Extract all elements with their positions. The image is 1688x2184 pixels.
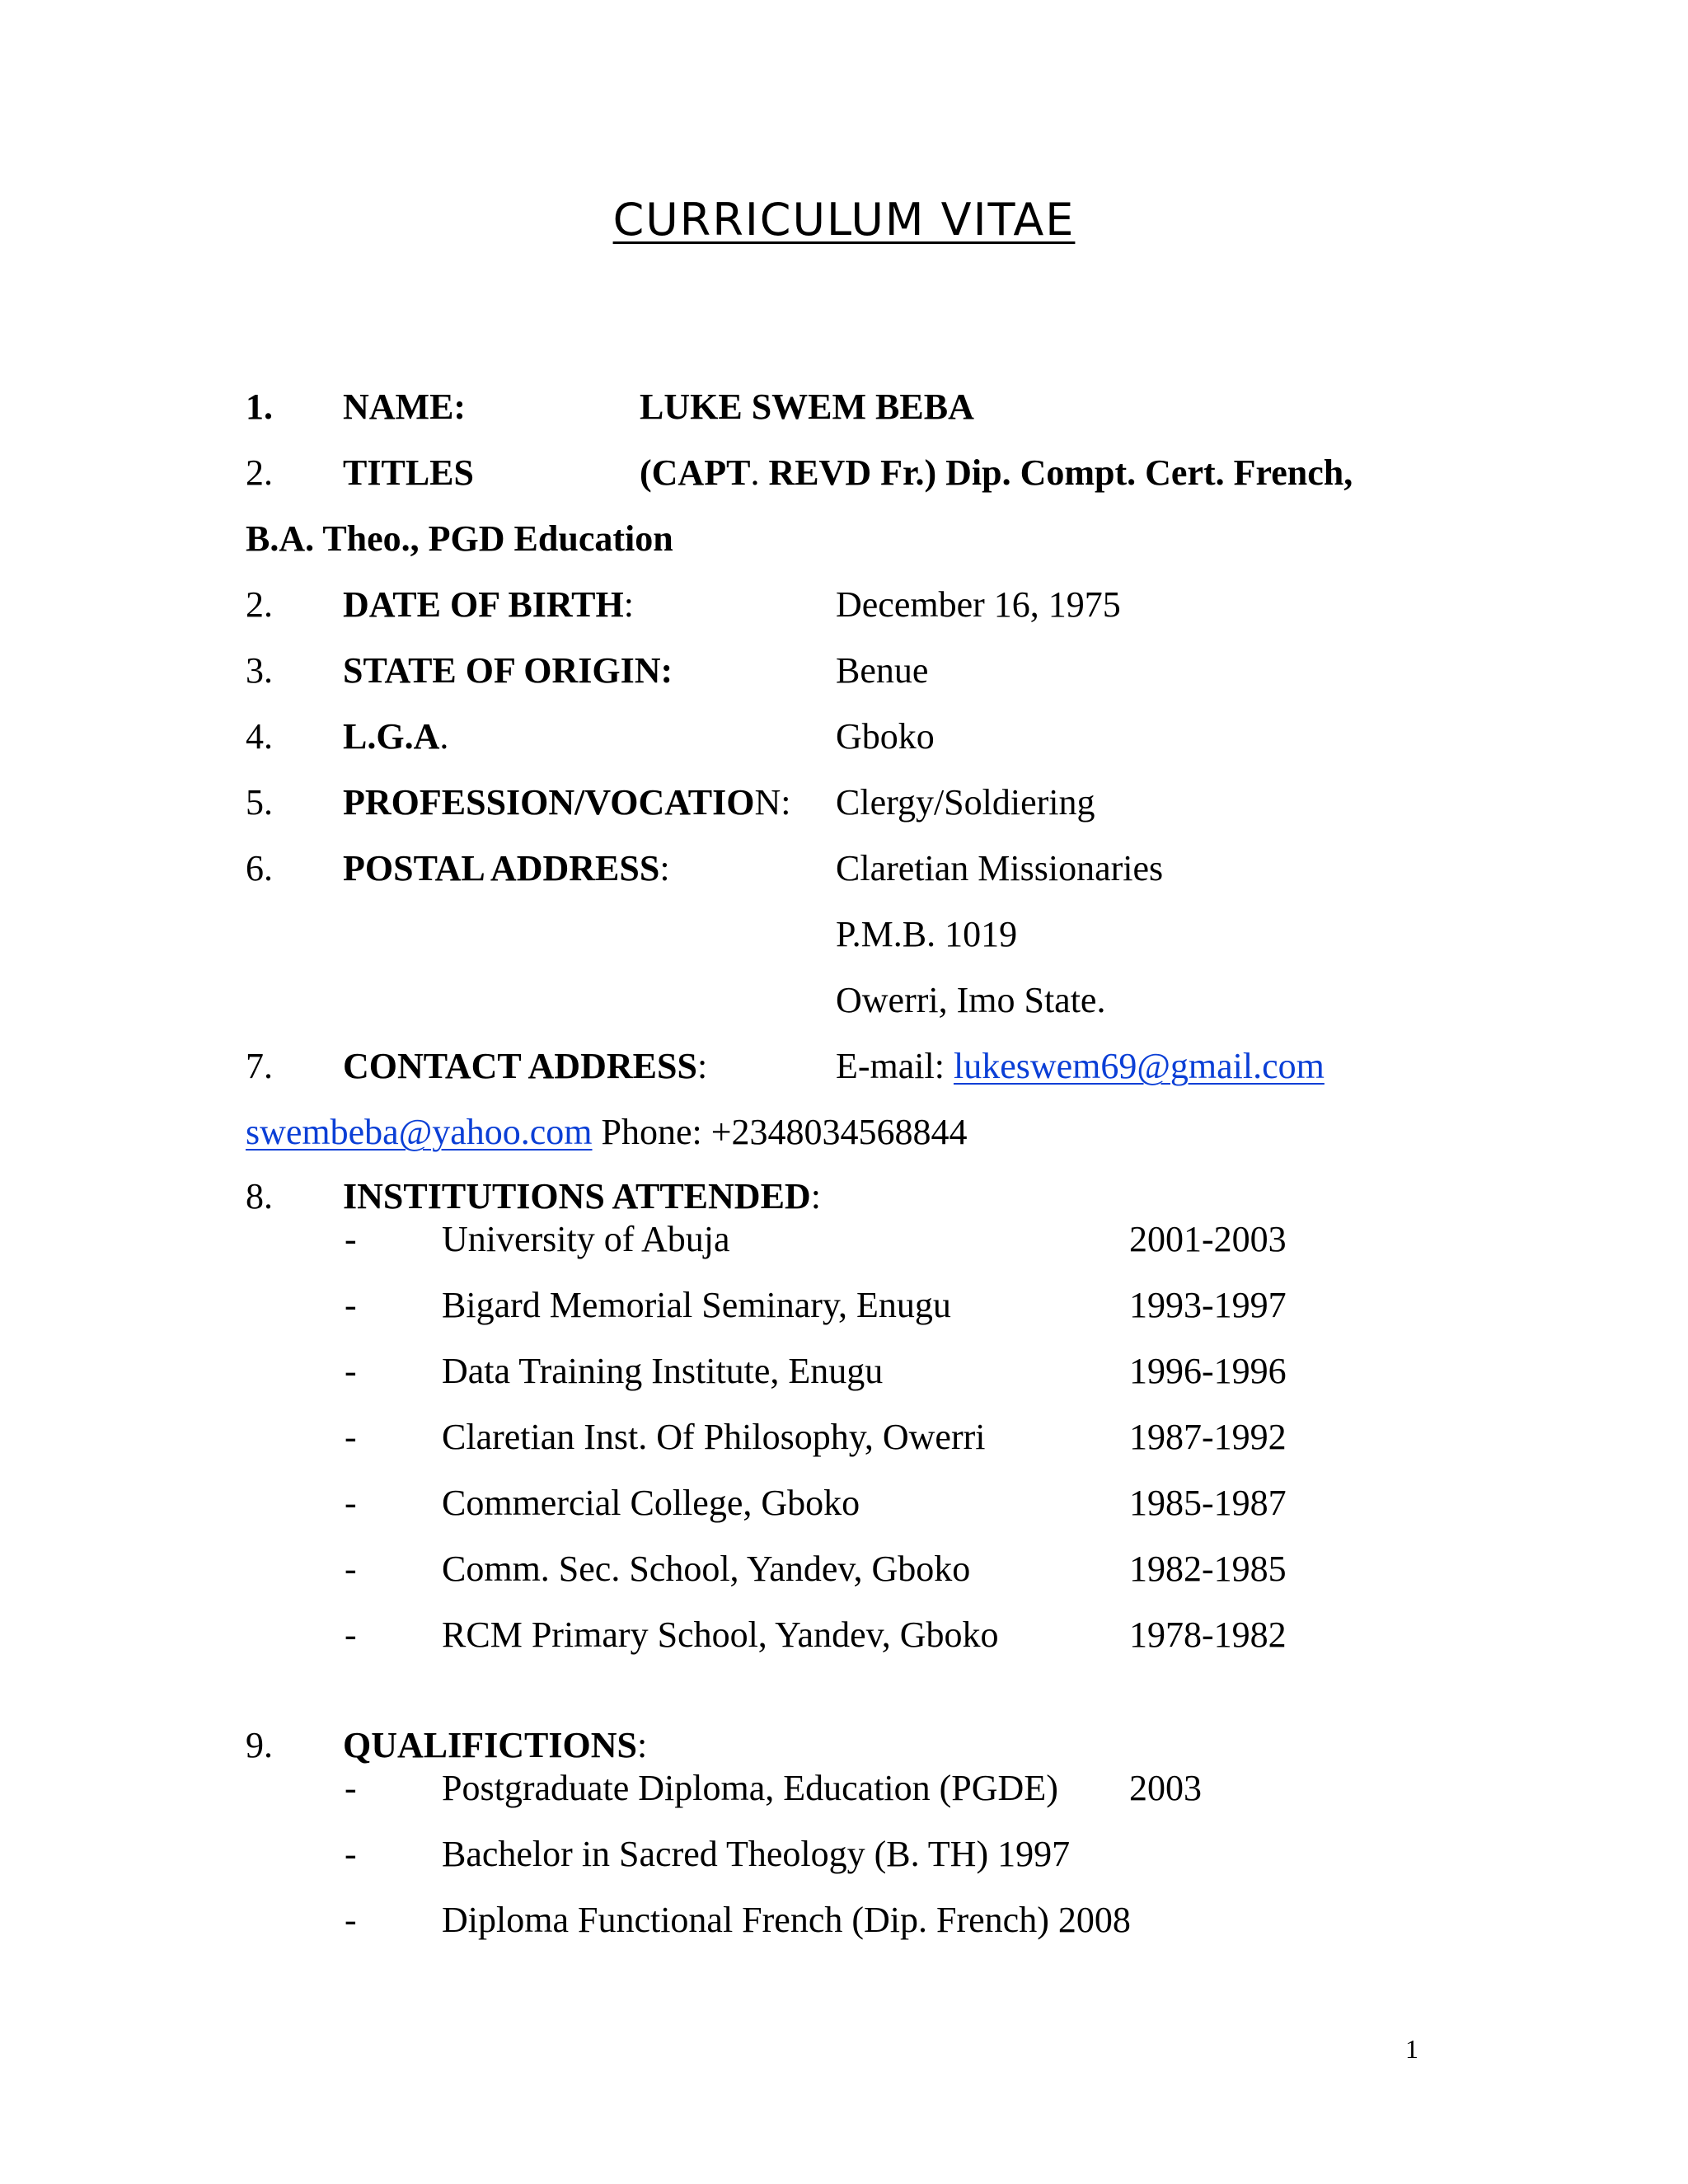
lga-label: L.G.A. bbox=[343, 716, 449, 757]
origin-value: Benue bbox=[836, 650, 929, 691]
list-dash: - bbox=[345, 1768, 357, 1808]
list-dash: - bbox=[345, 1219, 357, 1259]
postal-line: Owerri, Imo State. bbox=[836, 980, 1106, 1020]
titles-continuation: B.A. Theo., PGD Education bbox=[246, 518, 673, 559]
qualification-text: Postgraduate Diploma, Education (PGDE) bbox=[442, 1768, 1058, 1808]
document-title: CURRICULUM VITAE bbox=[612, 194, 1076, 246]
list-dash: - bbox=[345, 1285, 357, 1325]
list-dash: - bbox=[345, 1615, 357, 1655]
email-link-yahoo[interactable]: swembeba@yahoo.com bbox=[246, 1112, 593, 1152]
institution-name: Data Training Institute, Enugu bbox=[442, 1351, 884, 1391]
list-dash: - bbox=[345, 1834, 357, 1874]
item-number: 8. bbox=[246, 1176, 273, 1216]
name-value: LUKE SWEM BEBA bbox=[640, 387, 974, 427]
profession-label: PROFESSION/VOCATION: bbox=[343, 782, 791, 823]
institutions-label: INSTITUTIONS ATTENDED: bbox=[343, 1176, 821, 1216]
list-dash: - bbox=[345, 1417, 357, 1457]
institution-name: University of Abuja bbox=[442, 1219, 730, 1259]
list-dash: - bbox=[345, 1549, 357, 1589]
postal-label: POSTAL ADDRESS: bbox=[343, 848, 670, 888]
item-number: 2. bbox=[246, 584, 273, 625]
item-number: 5. bbox=[246, 782, 273, 823]
phone-number: Phone: +2348034568844 bbox=[592, 1112, 968, 1152]
qualification-text: Bachelor in Sacred Theology (B. TH) 1997 bbox=[442, 1834, 1071, 1874]
institution-years: 1982-1985 bbox=[1129, 1549, 1287, 1589]
item-number: 7. bbox=[246, 1046, 273, 1086]
institution-years: 1996-1996 bbox=[1129, 1351, 1287, 1391]
profession-value: Clergy/Soldiering bbox=[836, 782, 1095, 823]
item-number: 1. bbox=[246, 387, 273, 427]
contact-label: CONTACT ADDRESS: bbox=[343, 1046, 708, 1086]
titles-value: (CAPT. REVD Fr.) Dip. Compt. Cert. French, bbox=[640, 452, 1353, 493]
institution-name: RCM Primary School, Yandev, Gboko bbox=[442, 1615, 999, 1655]
list-dash: - bbox=[345, 1483, 357, 1523]
item-number: 3. bbox=[246, 650, 273, 691]
dob-label: DATE OF BIRTH: bbox=[343, 584, 634, 625]
page-number: 1 bbox=[1405, 2034, 1418, 2064]
institution-name: Commercial College, Gboko bbox=[442, 1483, 860, 1523]
qualification-year: 2003 bbox=[1129, 1768, 1202, 1808]
institution-years: 1993-1997 bbox=[1129, 1285, 1287, 1325]
titles-label: TITLES bbox=[343, 452, 474, 493]
name-label: NAME: bbox=[343, 387, 467, 427]
item-number: 9. bbox=[246, 1725, 273, 1765]
item-number: 4. bbox=[246, 716, 273, 757]
institution-name: Claretian Inst. Of Philosophy, Owerri bbox=[442, 1417, 986, 1457]
email-link-gmail[interactable]: lukeswem69@gmail.com bbox=[953, 1046, 1325, 1086]
contact-second-line bbox=[246, 1109, 968, 1155]
contact-email-line: E-mail: lukeswem69@gmail.com bbox=[836, 1046, 1325, 1086]
postal-line: P.M.B. 1019 bbox=[836, 914, 1018, 954]
dob-value: December 16, 1975 bbox=[836, 584, 1121, 625]
institution-name: Comm. Sec. School, Yandev, Gboko bbox=[442, 1549, 971, 1589]
list-dash: - bbox=[345, 1900, 357, 1940]
item-number: 6. bbox=[246, 848, 273, 888]
institution-name: Bigard Memorial Seminary, Enugu bbox=[442, 1285, 951, 1325]
institution-years: 1987-1992 bbox=[1129, 1417, 1287, 1457]
origin-label: STATE OF ORIGIN: bbox=[343, 650, 673, 691]
item-number: 2. bbox=[246, 452, 273, 493]
lga-value: Gboko bbox=[836, 716, 935, 757]
institution-years: 1985-1987 bbox=[1129, 1483, 1287, 1523]
list-dash: - bbox=[345, 1351, 357, 1391]
qualification-text: Diploma Functional French (Dip. French) 2008 bbox=[442, 1900, 1131, 1940]
institution-years: 2001-2003 bbox=[1129, 1219, 1287, 1259]
institution-years: 1978-1982 bbox=[1129, 1615, 1287, 1655]
postal-line: Claretian Missionaries bbox=[836, 848, 1164, 888]
qualifications-label: QUALIFICTIONS: bbox=[343, 1725, 648, 1765]
